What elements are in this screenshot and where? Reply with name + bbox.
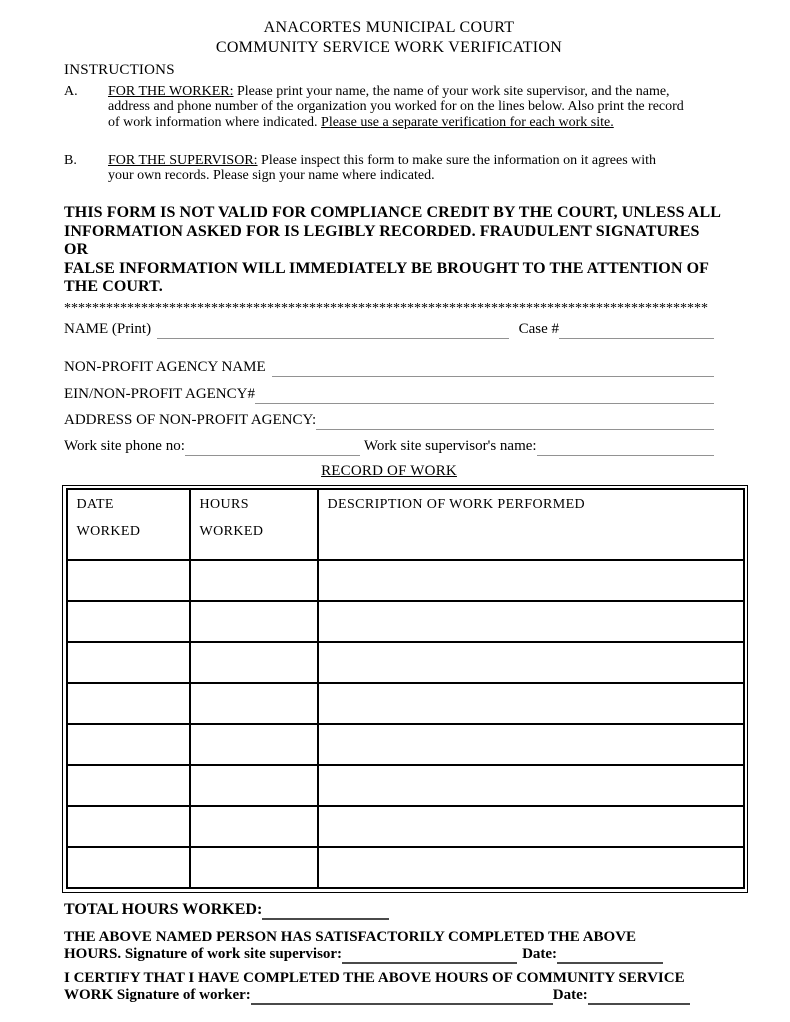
table-cell: [67, 765, 190, 806]
supervisor-date-label: Date:: [522, 946, 558, 963]
table-row: [67, 601, 744, 642]
table-cell: [190, 765, 318, 806]
agency-name-blank-line: [272, 363, 714, 377]
supervisor-label: FOR THE SUPERVISOR:: [108, 152, 258, 168]
agency-name-label: NON-PROFIT AGENCY NAME: [64, 358, 266, 375]
table-cell: [318, 560, 744, 601]
instructions-heading: INSTRUCTIONS: [64, 62, 175, 78]
table-cell: [190, 601, 318, 642]
table-row: [67, 683, 744, 724]
column-header-hours-worked: HOURS WORKED: [190, 489, 318, 560]
ein-blank-line: [255, 390, 714, 404]
table-row: [67, 765, 744, 806]
table-cell: [318, 847, 744, 888]
asterisk-separator: ********************************************************************************************: [64, 300, 708, 316]
table-row: [67, 642, 744, 683]
agency-address-label: ADDRESS OF NON-PROFIT AGENCY:: [64, 411, 317, 428]
agency-name-row: [64, 358, 714, 377]
table-header-row: [67, 489, 744, 560]
table-row: [67, 724, 744, 765]
worker-date-blank-line: [588, 992, 690, 1005]
table-cell: [190, 683, 318, 724]
case-number-label: Case #: [518, 320, 559, 337]
supervisor-signature-blank-line: [342, 951, 517, 964]
table-cell: [190, 806, 318, 847]
worker-date-label: Date:: [552, 987, 588, 1004]
agency-address-row: [64, 411, 714, 430]
work-site-supervisor-label: Work site supervisor's name:: [363, 437, 537, 454]
ein-label: EIN/NON-PROFIT AGENCY#: [64, 385, 255, 402]
supervisor-date-blank-line: [557, 951, 663, 964]
worker-certification-statement: I CERTIFY THAT I HAVE COMPLETED THE ABOVE HOURS OF COMMUNITY SERVICE: [64, 969, 685, 986]
court-name: ANACORTES MUNICIPAL COURT: [263, 19, 515, 36]
table-row: [67, 806, 744, 847]
supervisor-certification-statement: THE ABOVE NAMED PERSON HAS SATISFACTORILY COMPLETED THE ABOVE: [64, 928, 637, 945]
ein-row: [64, 385, 714, 404]
phone-supervisor-row: [64, 437, 714, 456]
name-blank-line: [157, 325, 509, 339]
instruction-text-a: FOR THE WORKER: Please print your name, the name of your work site supervisor, and the name, address and phone number of the organization you worked for on the lines below. Also print the record of work information where indicated. Please use a separate verification for each work site.: [108, 84, 684, 130]
instruction-text-b: FOR THE SUPERVISOR: Please inspect this form to make sure the information on it agrees with your own records. Please sign your name where indicated.: [108, 152, 657, 184]
table-cell: [67, 560, 190, 601]
worker-signature-label: WORK Signature of worker:: [64, 987, 251, 1004]
table-cell: [318, 765, 744, 806]
record-of-work-heading: RECORD OF WORK: [321, 462, 457, 479]
table-cell: [67, 806, 190, 847]
worker-label: FOR THE WORKER:: [108, 84, 234, 99]
instruction-letter-b: B.: [64, 152, 77, 168]
form-name: COMMUNITY SERVICE WORK VERIFICATION: [215, 39, 563, 56]
table-cell: [190, 724, 318, 765]
table-cell: [190, 642, 318, 683]
supervisor-certification: [64, 929, 726, 964]
column-header-description: DESCRIPTION OF WORK PERFORMED: [318, 489, 744, 560]
instruction-letter-a: A.: [64, 84, 78, 99]
total-hours-label: TOTAL HOURS WORKED:: [64, 900, 263, 918]
worker-signature-blank-line: [251, 992, 553, 1005]
case-number-blank-line: [559, 325, 714, 339]
column-header-date-worked: DATE WORKED: [67, 489, 190, 560]
table-cell: [318, 724, 744, 765]
separate-verification-note: Please use a separate verification for each work site.: [321, 114, 614, 130]
instruction-item-a: [64, 84, 714, 130]
record-of-work-table: [66, 488, 745, 889]
total-hours-blank-line: [262, 907, 389, 920]
record-of-work-table-frame: [62, 485, 748, 893]
table-cell: [67, 847, 190, 888]
table-cell: [318, 806, 744, 847]
table-cell: [190, 847, 318, 888]
table-cell: [67, 724, 190, 765]
supervisor-signature-label: HOURS. Signature of work site supervisor:: [64, 946, 343, 963]
document-title: [64, 18, 714, 58]
instruction-item-b: [64, 153, 714, 184]
worker-certification: [64, 970, 726, 1005]
table-cell: [190, 560, 318, 601]
table-cell: [67, 642, 190, 683]
total-hours-row: [64, 900, 714, 920]
table-row: [67, 847, 744, 888]
agency-address-blank-line: [316, 416, 714, 430]
work-site-supervisor-blank-line: [537, 442, 714, 456]
work-site-phone-blank-line: [185, 442, 360, 456]
work-site-phone-label: Work site phone no:: [64, 437, 185, 454]
table-cell: [318, 683, 744, 724]
table-cell: [67, 683, 190, 724]
table-cell: [318, 601, 744, 642]
table-row: [67, 560, 744, 601]
name-print-label: NAME (Print): [64, 320, 152, 337]
validity-warning: THIS FORM IS NOT VALID FOR COMPLIANCE CREDIT BY THE COURT, UNLESS ALL INFORMATION ASKED FOR IS LEGIBLY RECORDED. FRAUDULENT SIGNATURES OR FALSE INFORMATION WILL IMMEDIATELY BE BROUGHT TO THE ATTENTION OF THE COURT.: [64, 204, 721, 296]
table-cell: [67, 601, 190, 642]
record-table-body: [67, 560, 744, 888]
table-cell: [318, 642, 744, 683]
name-case-row: [64, 320, 714, 339]
